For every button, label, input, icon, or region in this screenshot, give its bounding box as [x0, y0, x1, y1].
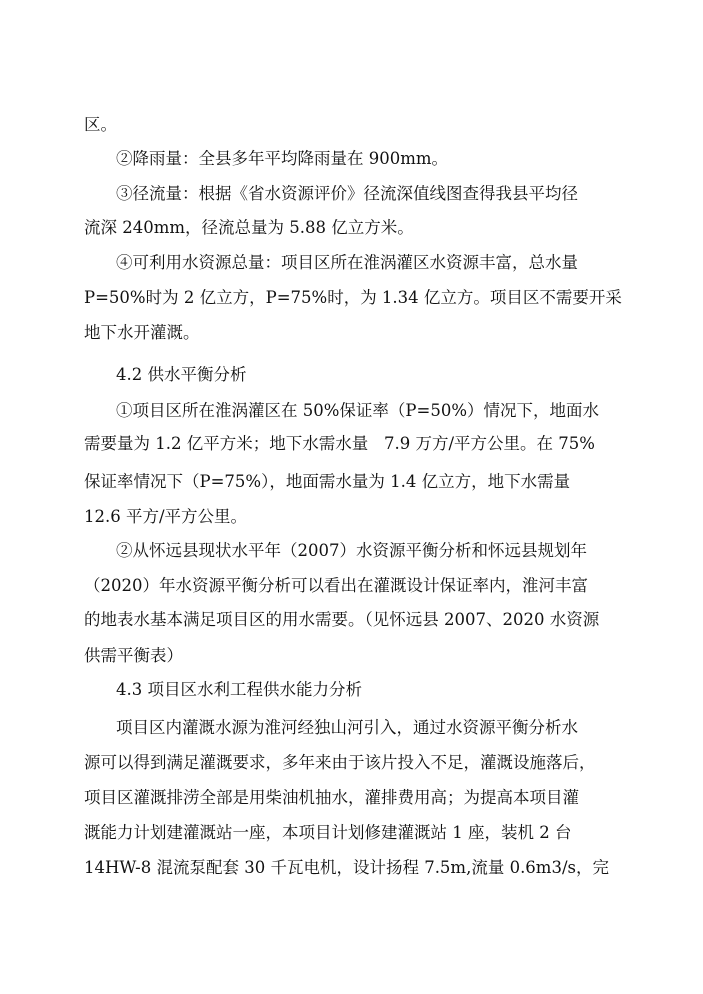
text-line: ④可利用水资源总量：项目区所在淮涡灌区水资源丰富，总水量 — [116, 253, 578, 272]
text-line: P=50%时为 2 亿立方，P=75%时，为 1.34 亿立方。项目区不需要开采 — [84, 288, 622, 307]
text-line: 12.6 平方/平方公里。 — [84, 507, 248, 526]
section-heading: 4.2 供水平衡分析 — [116, 365, 247, 384]
text-line: （2020）年水资源平衡分析可以看出在灌溉设计保证率内，淮河丰富 — [84, 576, 588, 595]
text-line: 需要量为 1.2 亿平方米；地下水需水量 7.9 万方/平方公里。在 75% — [84, 434, 595, 453]
text-line: ②从怀远县现状水平年（2007）水资源平衡分析和怀远县规划年 — [116, 541, 587, 560]
text-line: 供需平衡表） — [84, 646, 183, 665]
text-line: 的地表水基本满足项目区的用水需要。（见怀远县 2007、2020 水资源 — [84, 610, 600, 629]
text-line: ②降雨量：全县多年平均降雨量在 900mm。 — [116, 149, 449, 168]
text-line: 保证率情况下（P=75%），地面需水量为 1.4 亿立方，地下水需量 — [84, 472, 571, 491]
text-line: 流深 240mm，径流总量为 5.88 亿立方米。 — [84, 218, 414, 237]
text-line: 区。 — [84, 115, 117, 134]
text-line: 地下水开灌溉。 — [84, 323, 200, 342]
section-heading: 4.3 项目区水利工程供水能力分析 — [116, 680, 362, 699]
text-line: ①项目区所在淮涡灌区在 50%保证率（P=50%）情况下，地面水 — [116, 401, 600, 420]
text-line: 项目区灌溉排涝全部是用柴油机抽水，灌排费用高；为提高本项目灌 — [84, 788, 579, 807]
text-line: 14HW-8 混流泵配套 30 千瓦电机，设计扬程 7.5m,流量 0.6m3/s，完 — [84, 858, 609, 877]
text-line: 项目区内灌溉水源为淮河经独山河引入，通过水资源平衡分析水 — [116, 718, 578, 737]
text-line: 源可以得到满足灌溉要求，多年来由于该片投入不足，灌溉设施落后， — [84, 753, 596, 772]
text-line: 溉能力计划建灌溉站一座，本项目计划修建灌溉站 1 座，装机 2 台 — [84, 823, 572, 842]
text-line: ③径流量：根据《省水资源评价》径流深值线图查得我县平均径 — [116, 184, 578, 203]
